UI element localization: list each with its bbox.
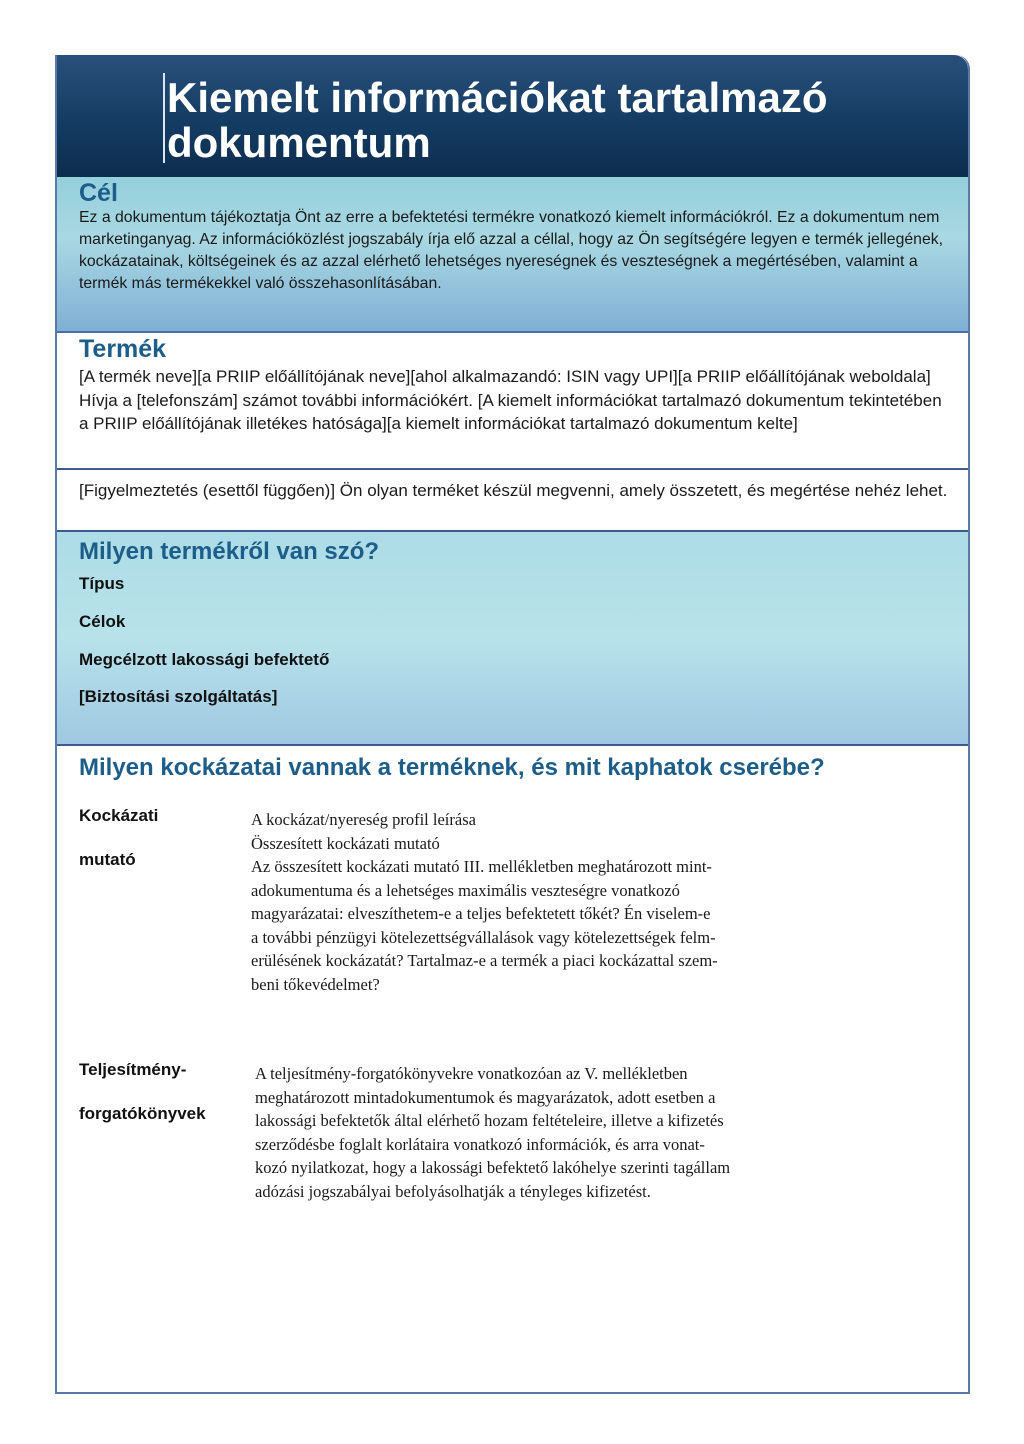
- document-header: [57, 55, 968, 177]
- section-warning: [57, 470, 968, 532]
- section-what-is-product: [57, 532, 968, 746]
- header-accent-bar: [163, 73, 165, 163]
- product-heading: Termék: [79, 335, 167, 363]
- item-objectives: Célok: [79, 612, 126, 631]
- section-product: [57, 333, 968, 470]
- warning-text: [Figyelmeztetés (esettől függően)] Ön olyan terméket készül megvenni, amely összetett, és megértése nehéz lehet.: [79, 481, 948, 500]
- what-is-heading: Milyen termékről van szó?: [79, 538, 380, 565]
- item-type: Típus: [79, 574, 125, 593]
- product-text: [A termék neve][a PRIIP előállítójának neve][ahol alkalmazandó: ISIN vagy UPI][a PRIIP előállítójának weboldala] Hívja a [telefonszám] számot további információkért. [A kiemelt információkat tartalmazó dokumentum tekintetében a PRIIP előállítójának illetékes hatósága][a kiemelt információkat tartalmazó dokumentum kelte]: [79, 367, 942, 433]
- purpose-text: Ez a dokumentum tájékoztatja Önt az erre a befektetési termékre vonatkozó kiemelt információkról. Ez a dokumentum nem marketinganyag. Az információközlést jogszabály írja elő azzal a céllal, hogy az Ön segítségére legyen e termék jellegének, kockázatainak, költségeinek és az azzal elérhető lehetséges nyereségnek és veszteségnek a megértésében, valamint a termék más termékekkel való összehasonlításában.: [79, 209, 944, 292]
- purpose-heading: Cél: [79, 179, 118, 207]
- item-insurance-benefits: [Biztosítási szolgáltatás]: [79, 687, 278, 706]
- performance-label-2: forgatókönyvek: [79, 1104, 206, 1123]
- risk-indicator-text: A kockázat/nyereség profil leírása Összesített kockázati mutató Az összesített kockázati mutató III. mellékletben meghatározott mint- adokumentuma és a lehetséges maximális veszteségre vonatkozó magyarázatai: elveszíthetem-e a teljes befektetett tőkét? Én viselem-e a további pénzügyi kötelezettségvállalások vagy kötelezettségek felm- erülésének kockázatát? Tartalmaz-e a termék a piaci kockázattal szem- beni tőkevédelmet?: [251, 810, 718, 994]
- document-title: Kiemelt információkat tartalmazó dokumentum: [167, 74, 828, 166]
- item-target-investor: Megcélzott lakossági befektető: [79, 650, 330, 669]
- kid-document: [55, 55, 970, 1394]
- risk-indicator-label-1: Kockázati: [79, 806, 159, 825]
- section-risks: [57, 746, 968, 1392]
- risks-heading: Milyen kockázatai vannak a terméknek, és mit kaphatok cserébe?: [79, 754, 825, 781]
- performance-text: A teljesítmény-forgatókönyvekre vonatkozóan az V. mellékletben meghatározott mintadokumentumok és magyarázatok, adott esetben a lakossági befektetők által elérhető hozam feltételeire, illetve a kifizetés szerződésbe foglalt korlátaira vonatkozó információk, és arra vonat- kozó nyilatkozat, hogy a lakossági befektető lakóhelye szerinti tagállam adózási jogszabályai befolyásolhatják a tényleges kifizetést.: [255, 1064, 731, 1201]
- performance-label-1: Teljesítmény-: [79, 1060, 187, 1079]
- section-purpose: [57, 177, 968, 333]
- risk-indicator-label-2: mutató: [79, 850, 136, 869]
